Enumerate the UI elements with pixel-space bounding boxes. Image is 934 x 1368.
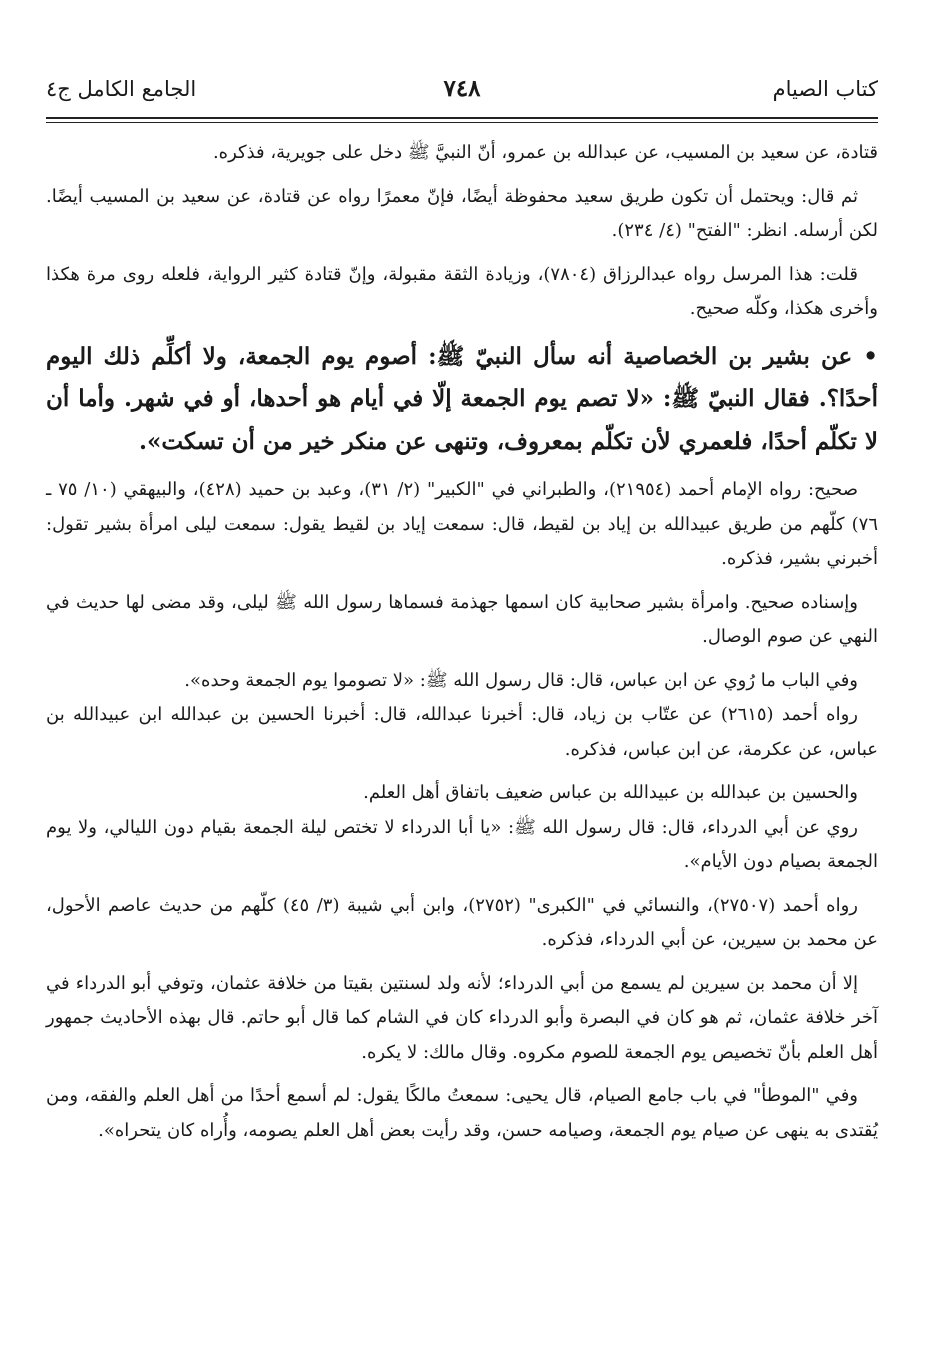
paragraph: روي عن أبي الدرداء، قال: قال رسول الله ﷺ: «يا أبا الدرداء لا تختص ليلة الجمعة بقيام دون الليالي، ولا يوم الجمعة بصيام دون الأيام». [46, 816, 878, 872]
book-title: كتاب الصيام [772, 77, 878, 101]
paragraph: والحسين بن عبدالله بن عبيدالله بن عباس ضعيف باتفاق أهل العلم. [363, 782, 858, 803]
paragraph: وفي "الموطأ" في باب جامع الصيام، قال يحيى: سمعتُ مالكًا يقول: لم أسمع أحدًا من أهل العلم والفقه، ومن يُقتدى به ينهى عن صيام يوم الجمعة، وصيامه حسن، وقد رأيت بعض أهل العلم يصومه، وأُراه كان يتحراه». [46, 1085, 878, 1141]
paragraph: وإسناده صحيح. وامرأة بشير صحابية كان اسمها جهذمة فسماها رسول الله ﷺ ليلى، وقد مضى لها حديث في النهي عن صوم الوصال. [46, 591, 878, 647]
paragraph: وفي الباب ما رُوي عن ابن عباس، قال: قال رسول الله ﷺ: «لا تصوموا يوم الجمعة وحده». [184, 669, 858, 691]
paragraph: إلا أن محمد بن سيرين لم يسمع من أبي الدرداء؛ لأنه ولد لسنتين بقيتا من خلافة عثمان، وتوفي أبو الدرداء في آخر خلافة عثمان، ثم هو كان في البصرة وأبو الدرداء كان في الشام كما قال أبو حاتم. قال بهذه الأحاديث جمهور أهل العلم بأنّ تخصيص يوم الجمعة للصوم مكروه. وقال مالك: لا يكره. [46, 972, 878, 1063]
paragraph: رواه أحمد (٢٦١٥) عن عتّاب بن زياد، قال: أخبرنا عبدالله، قال: أخبرنا الحسين بن عبدالله ابن عبيدالله بن عباس، عن عكرمة، عن ابن عباس، فذكره. [46, 704, 878, 760]
header-rule-thick [46, 117, 878, 119]
page-body [46, 136, 878, 1157]
paragraph: قتادة، عن سعيد بن المسيب، عن عبدالله بن عمرو، أنّ النبيَّ ﷺ دخل على جويرية، فذكره. [212, 142, 878, 163]
paragraph: صحيح: رواه الإمام أحمد (٢١٩٥٤)، والطبراني في "الكبير" (٢/ ٣١)، وعبد بن حميد (٤٢٨)، والبيهقي (١٠/ ٧٥ ـ ٧٦) كلّهم من طريق عبيدالله بن إياد بن لقيط، قال: سمعت إياد بن لقيط يقول: سمعت ليلى امرأة بشير تقول: أخبرني بشير، فذكره. [46, 479, 878, 569]
page-header [46, 72, 878, 112]
hadith-text: • عن بشير بن الخصاصية أنه سأل النبيّ ﷺ: أصوم يوم الجمعة، ولا أكلِّم ذلك اليوم أحدًا؟. فقال النبيّ ﷺ: «لا تصم يوم الجمعة إلّا في أيام هو أحدها، أو في شهر. وأما أن لا تكلّم أحدًا، فلعمري لأن تكلّم بمعروف، وتنهى عن منكر خير من أن تسكت». [46, 342, 878, 455]
paragraph: قلت: هذا المرسل رواه عبدالرزاق (٧٨٠٤)، وزيادة الثقة مقبولة، وإنّ قتادة كثير الرواية، فلعله روى مرة هكذا وأخرى هكذا، وكلّه صحيح. [46, 263, 878, 319]
paragraph: رواه أحمد (٢٧٥٠٧)، والنسائي في "الكبرى" (٢٧٥٢)، وابن أبي شيبة (٣/ ٤٥) كلّهم من حديث عاصم الأحول، عن محمد بن سيرين، عن أبي الدرداء، فذكره. [46, 894, 878, 950]
paragraph: ثم قال: ويحتمل أن تكون طريق سعيد محفوظة أيضًا، فإنّ معمرًا رواه عن قتادة، عن سعيد بن المسيب أيضًا. لكن أرسله. انظر: "الفتح" (٤/ ٢٣٤). [46, 185, 878, 241]
header-rule-thin [46, 122, 878, 123]
volume-label: الجامع الكامل ج٤ [46, 77, 197, 101]
page-number: ٧٤٨ [443, 75, 481, 102]
